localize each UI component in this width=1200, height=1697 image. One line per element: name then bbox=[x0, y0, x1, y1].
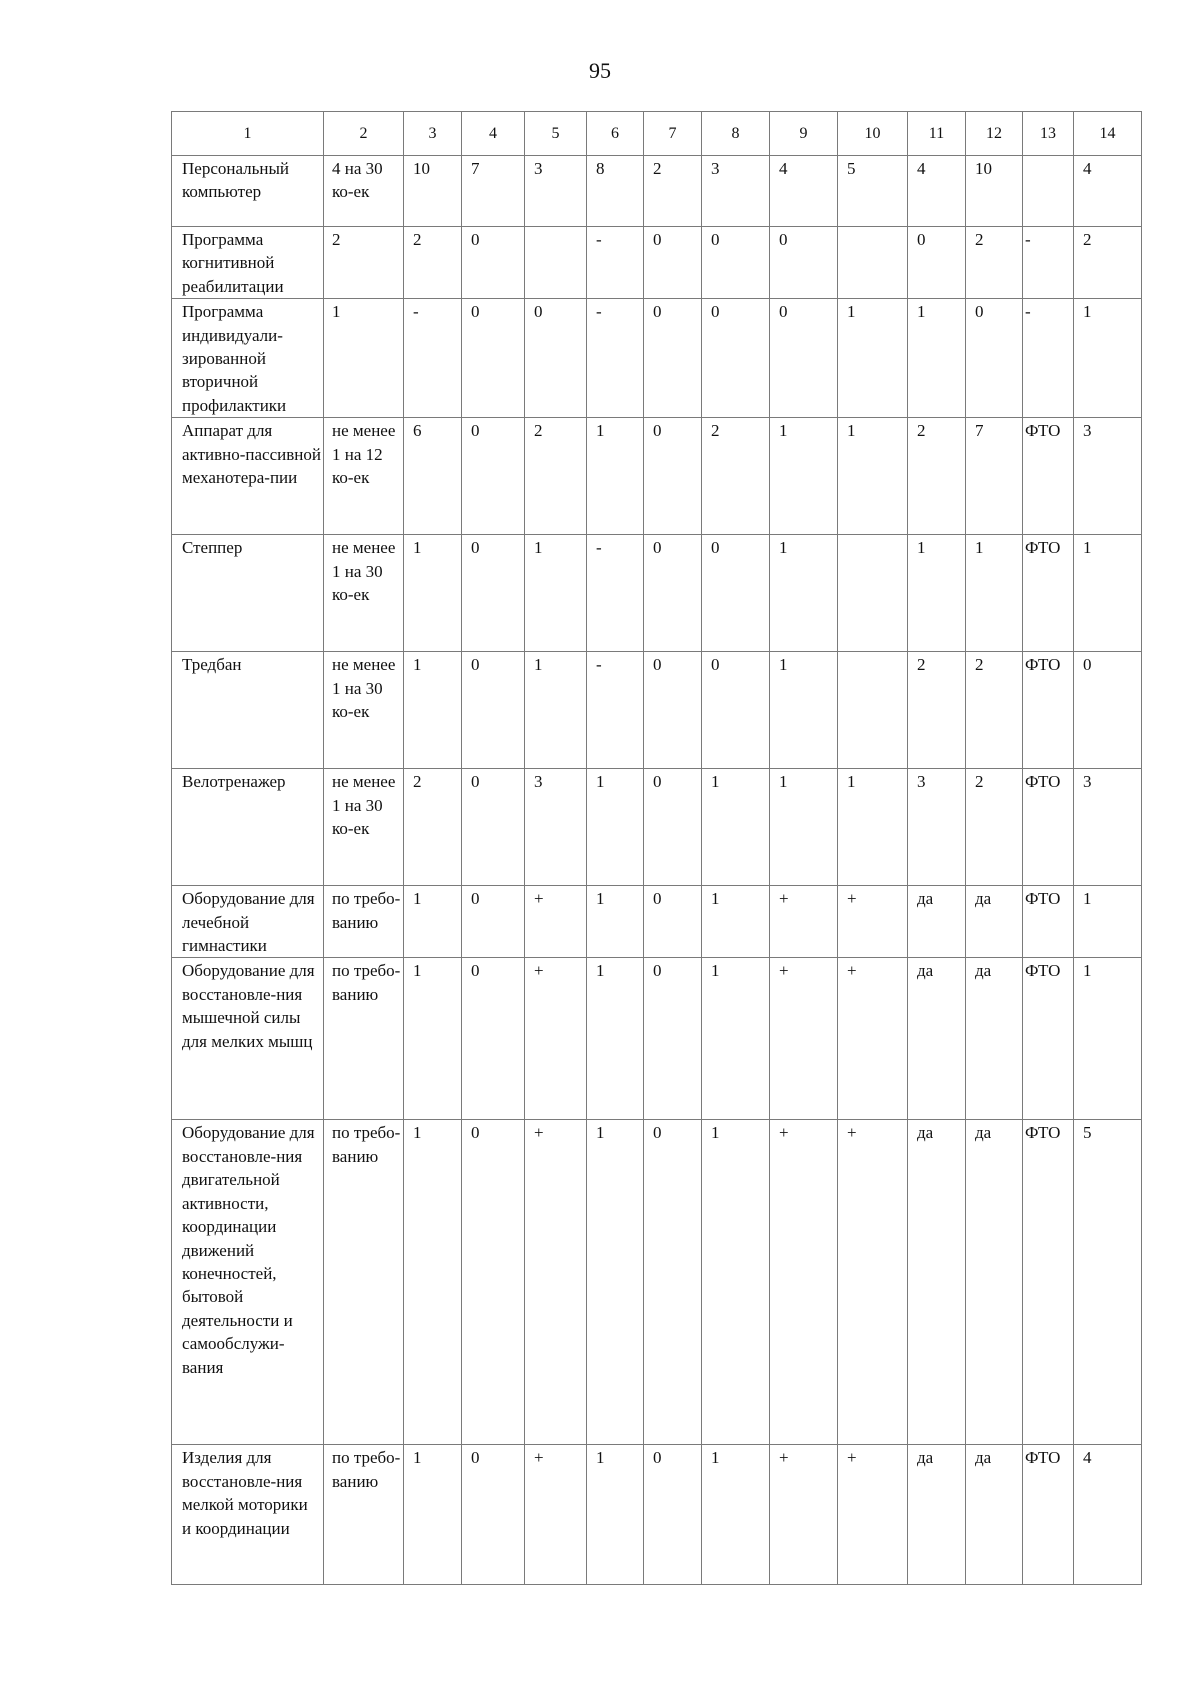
table-row bbox=[172, 769, 1142, 886]
value-cell: 0 bbox=[1074, 652, 1142, 769]
value-cell: 0 bbox=[462, 1120, 525, 1445]
value-cell: ФТО bbox=[1023, 1445, 1074, 1585]
value-cell: 0 bbox=[644, 418, 702, 535]
value-cell: 5 bbox=[838, 156, 908, 227]
value-cell: 0 bbox=[462, 418, 525, 535]
value-cell: 3 bbox=[1074, 418, 1142, 535]
header-cell: 12 bbox=[966, 112, 1023, 156]
value-cell: 3 bbox=[525, 769, 587, 886]
value-cell: 0 bbox=[702, 227, 770, 299]
equipment-table bbox=[171, 111, 1142, 1585]
value-cell: да bbox=[908, 1120, 966, 1445]
value-cell: + bbox=[838, 886, 908, 958]
value-cell: + bbox=[525, 1120, 587, 1445]
value-cell: 4 bbox=[908, 156, 966, 227]
value-cell: 2 bbox=[404, 769, 462, 886]
table-row bbox=[172, 227, 1142, 299]
value-cell: 1 bbox=[838, 418, 908, 535]
value-cell: 4 bbox=[770, 156, 838, 227]
value-cell: да bbox=[966, 1445, 1023, 1585]
value-cell: 4 bbox=[1074, 1445, 1142, 1585]
header-cell: 14 bbox=[1074, 112, 1142, 156]
value-cell: + bbox=[770, 886, 838, 958]
value-cell: 10 bbox=[404, 156, 462, 227]
value-cell: 1 bbox=[404, 886, 462, 958]
value-cell: да bbox=[966, 1120, 1023, 1445]
value-cell: 0 bbox=[702, 652, 770, 769]
value-cell: 1 bbox=[770, 535, 838, 652]
value-cell: 1 bbox=[404, 535, 462, 652]
value-cell: 0 bbox=[644, 227, 702, 299]
value-cell: - bbox=[587, 227, 644, 299]
header-cell: 10 bbox=[838, 112, 908, 156]
norm-cell: не менее 1 на 30 ко-ек bbox=[324, 535, 404, 652]
value-cell bbox=[838, 652, 908, 769]
value-cell: 2 bbox=[966, 227, 1023, 299]
value-cell: 0 bbox=[525, 299, 587, 418]
value-cell: 0 bbox=[644, 1445, 702, 1585]
value-cell: 1 bbox=[1074, 299, 1142, 418]
value-cell: 1 bbox=[587, 418, 644, 535]
value-cell: 3 bbox=[702, 156, 770, 227]
norm-cell: по требо-ванию bbox=[324, 886, 404, 958]
norm-cell: по требо-ванию bbox=[324, 1445, 404, 1585]
value-cell: + bbox=[525, 886, 587, 958]
value-cell: 0 bbox=[644, 886, 702, 958]
value-cell: 0 bbox=[644, 535, 702, 652]
value-cell: 2 bbox=[908, 652, 966, 769]
norm-cell: 4 на 30 ко-ек bbox=[324, 156, 404, 227]
value-cell: 1 bbox=[702, 1445, 770, 1585]
value-cell: - bbox=[1023, 227, 1074, 299]
value-cell: 0 bbox=[644, 1120, 702, 1445]
value-cell: 10 bbox=[966, 156, 1023, 227]
header-cell: 11 bbox=[908, 112, 966, 156]
value-cell: - bbox=[404, 299, 462, 418]
value-cell: 2 bbox=[908, 418, 966, 535]
value-cell: 2 bbox=[525, 418, 587, 535]
value-cell: 0 bbox=[462, 886, 525, 958]
value-cell: - bbox=[1023, 299, 1074, 418]
value-cell: ФТО bbox=[1023, 652, 1074, 769]
value-cell: 0 bbox=[462, 535, 525, 652]
value-cell: ФТО bbox=[1023, 769, 1074, 886]
value-cell: - bbox=[587, 652, 644, 769]
value-cell: 0 bbox=[462, 1445, 525, 1585]
value-cell: 0 bbox=[644, 299, 702, 418]
equipment-name-cell: Степпер bbox=[172, 535, 324, 652]
norm-cell: не менее 1 на 30 ко-ек bbox=[324, 769, 404, 886]
value-cell: ФТО bbox=[1023, 418, 1074, 535]
value-cell: 7 bbox=[966, 418, 1023, 535]
value-cell bbox=[1023, 156, 1074, 227]
value-cell: да bbox=[966, 958, 1023, 1120]
equipment-name-cell: Программа когнитивной реабилитации bbox=[172, 227, 324, 299]
table-body bbox=[172, 112, 1142, 1585]
table-row bbox=[172, 1445, 1142, 1585]
value-cell: 1 bbox=[525, 652, 587, 769]
value-cell: 6 bbox=[404, 418, 462, 535]
value-cell: 0 bbox=[770, 299, 838, 418]
value-cell: 2 bbox=[702, 418, 770, 535]
value-cell: 2 bbox=[644, 156, 702, 227]
equipment-name-cell: Персональный компьютер bbox=[172, 156, 324, 227]
value-cell: + bbox=[770, 1120, 838, 1445]
value-cell: да bbox=[908, 1445, 966, 1585]
norm-cell: 2 bbox=[324, 227, 404, 299]
value-cell: 1 bbox=[1074, 535, 1142, 652]
header-cell: 9 bbox=[770, 112, 838, 156]
value-cell: 1 bbox=[1074, 958, 1142, 1120]
value-cell bbox=[525, 227, 587, 299]
page-number: 95 bbox=[589, 58, 611, 83]
value-cell: 1 bbox=[770, 652, 838, 769]
equipment-name-cell: Оборудование для восстановле-ния двигательной активности, координации движений конечностей, бытовой деятельности и самообслужи-вания bbox=[172, 1120, 324, 1445]
value-cell: 1 bbox=[1074, 886, 1142, 958]
value-cell: 1 bbox=[966, 535, 1023, 652]
value-cell: - bbox=[587, 299, 644, 418]
equipment-name-cell: Тредбан bbox=[172, 652, 324, 769]
value-cell: 0 bbox=[702, 535, 770, 652]
value-cell: 1 bbox=[404, 1445, 462, 1585]
value-cell: 0 bbox=[770, 227, 838, 299]
header-cell: 1 bbox=[172, 112, 324, 156]
value-cell: 1 bbox=[702, 1120, 770, 1445]
norm-cell: по требо-ванию bbox=[324, 958, 404, 1120]
value-cell: 1 bbox=[404, 1120, 462, 1445]
value-cell: 1 bbox=[587, 1445, 644, 1585]
value-cell: да bbox=[966, 886, 1023, 958]
value-cell: 1 bbox=[702, 769, 770, 886]
norm-cell: по требо-ванию bbox=[324, 1120, 404, 1445]
value-cell: 1 bbox=[587, 958, 644, 1120]
value-cell: 0 bbox=[644, 652, 702, 769]
value-cell: + bbox=[525, 1445, 587, 1585]
table-header-row bbox=[172, 112, 1142, 156]
table-row bbox=[172, 886, 1142, 958]
value-cell: 1 bbox=[908, 299, 966, 418]
equipment-name-cell: Оборудование для лечебной гимнастики bbox=[172, 886, 324, 958]
table-row bbox=[172, 958, 1142, 1120]
value-cell: 1 bbox=[770, 418, 838, 535]
value-cell: 4 bbox=[1074, 156, 1142, 227]
value-cell: 0 bbox=[462, 769, 525, 886]
value-cell: 0 bbox=[966, 299, 1023, 418]
value-cell: 1 bbox=[587, 886, 644, 958]
value-cell: 1 bbox=[404, 652, 462, 769]
header-cell: 8 bbox=[702, 112, 770, 156]
value-cell bbox=[838, 227, 908, 299]
value-cell: 1 bbox=[525, 535, 587, 652]
value-cell: + bbox=[525, 958, 587, 1120]
value-cell: 1 bbox=[587, 1120, 644, 1445]
value-cell: + bbox=[838, 1120, 908, 1445]
value-cell: 2 bbox=[966, 769, 1023, 886]
value-cell: 1 bbox=[908, 535, 966, 652]
value-cell: да bbox=[908, 958, 966, 1120]
header-cell: 13 bbox=[1023, 112, 1074, 156]
value-cell: 3 bbox=[1074, 769, 1142, 886]
header-cell: 7 bbox=[644, 112, 702, 156]
value-cell: 0 bbox=[644, 769, 702, 886]
value-cell: 3 bbox=[908, 769, 966, 886]
equipment-name-cell: Изделия для восстановле-ния мелкой моторики и координации bbox=[172, 1445, 324, 1585]
value-cell: 1 bbox=[587, 769, 644, 886]
value-cell: ФТО bbox=[1023, 958, 1074, 1120]
norm-cell: 1 bbox=[324, 299, 404, 418]
value-cell: 0 bbox=[462, 958, 525, 1120]
value-cell: 0 bbox=[908, 227, 966, 299]
value-cell: 1 bbox=[404, 958, 462, 1120]
value-cell: 0 bbox=[462, 227, 525, 299]
value-cell: 3 bbox=[525, 156, 587, 227]
header-cell: 6 bbox=[587, 112, 644, 156]
value-cell: 0 bbox=[462, 299, 525, 418]
norm-cell: не менее 1 на 12 ко-ек bbox=[324, 418, 404, 535]
value-cell: ФТО bbox=[1023, 535, 1074, 652]
header-cell: 5 bbox=[525, 112, 587, 156]
header-cell: 4 bbox=[462, 112, 525, 156]
value-cell: 0 bbox=[702, 299, 770, 418]
value-cell: 0 bbox=[462, 652, 525, 769]
norm-cell: не менее 1 на 30 ко-ек bbox=[324, 652, 404, 769]
value-cell: 2 bbox=[1074, 227, 1142, 299]
value-cell: 0 bbox=[644, 958, 702, 1120]
value-cell: 2 bbox=[966, 652, 1023, 769]
table-row bbox=[172, 535, 1142, 652]
value-cell: 5 bbox=[1074, 1120, 1142, 1445]
value-cell: - bbox=[587, 535, 644, 652]
value-cell: + bbox=[770, 958, 838, 1120]
value-cell: 2 bbox=[404, 227, 462, 299]
value-cell: 1 bbox=[838, 299, 908, 418]
table-row bbox=[172, 1120, 1142, 1445]
equipment-name-cell: Аппарат для активно-пассивной механотера-пии bbox=[172, 418, 324, 535]
header-cell: 3 bbox=[404, 112, 462, 156]
value-cell: 1 bbox=[770, 769, 838, 886]
value-cell: + bbox=[838, 958, 908, 1120]
value-cell: 1 bbox=[702, 958, 770, 1120]
value-cell: ФТО bbox=[1023, 1120, 1074, 1445]
table-row bbox=[172, 299, 1142, 418]
value-cell: 8 bbox=[587, 156, 644, 227]
equipment-name-cell: Программа индивидуали-зированной вторичной профилактики bbox=[172, 299, 324, 418]
value-cell: да bbox=[908, 886, 966, 958]
value-cell: 1 bbox=[702, 886, 770, 958]
value-cell: ФТО bbox=[1023, 886, 1074, 958]
header-cell: 2 bbox=[324, 112, 404, 156]
table-row bbox=[172, 156, 1142, 227]
table-row bbox=[172, 652, 1142, 769]
value-cell: 7 bbox=[462, 156, 525, 227]
value-cell: + bbox=[770, 1445, 838, 1585]
value-cell bbox=[838, 535, 908, 652]
value-cell: + bbox=[838, 1445, 908, 1585]
value-cell: 1 bbox=[838, 769, 908, 886]
equipment-name-cell: Оборудование для восстановле-ния мышечной силы для мелких мышц bbox=[172, 958, 324, 1120]
table-row bbox=[172, 418, 1142, 535]
equipment-name-cell: Велотренажер bbox=[172, 769, 324, 886]
